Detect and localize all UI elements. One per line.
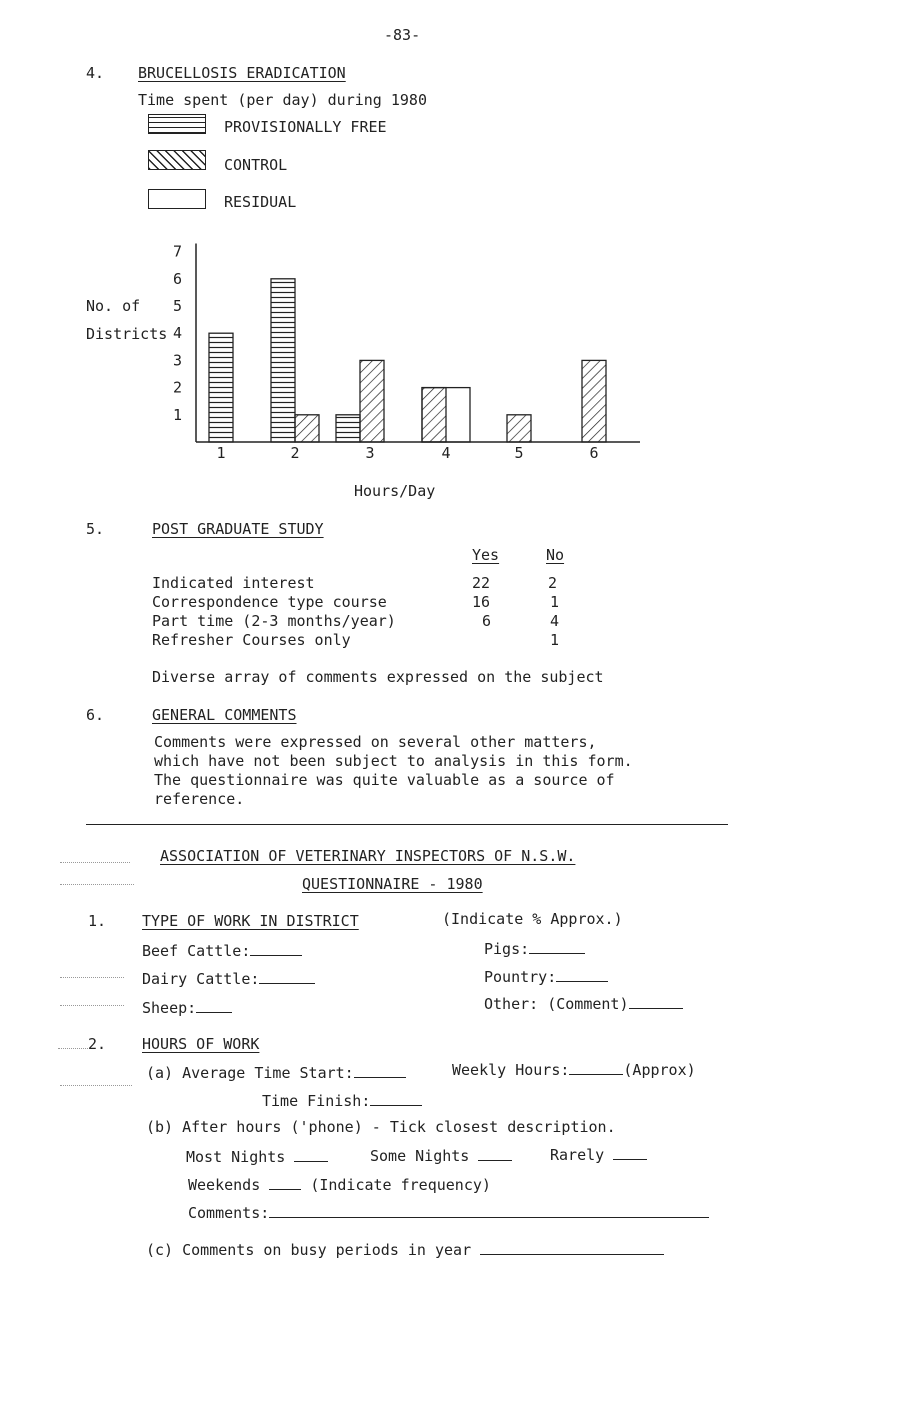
column-header-no: No [546,546,565,564]
y-tick-label: 1 [172,405,182,424]
weekends-label: Weekends [188,1176,261,1194]
questionnaire-org: ASSOCIATION OF VETERINARY INSPECTORS OF N.S.W. [160,847,576,865]
x-tick-label: 1 [216,444,226,462]
bar-control-6 [582,360,606,442]
dairy-cattle-field[interactable] [142,969,315,988]
bar-provisionally-free-3 [336,415,360,442]
margin-mark [60,862,130,863]
comments-blank[interactable] [269,1203,709,1218]
y-tick-label: 2 [172,378,182,397]
weekends-blank[interactable] [269,1175,301,1190]
section-6-line: which have not been subject to analysis in this form. [154,752,633,770]
row-yes: 22 [472,574,491,592]
margin-mark [60,1085,132,1086]
dairy-cattle-blank[interactable] [259,969,315,984]
weekends-frequency-hint: (Indicate frequency) [310,1176,491,1194]
column-header-yes: Yes [472,546,500,564]
table-row [152,574,592,593]
average-start-field[interactable] [146,1063,406,1082]
other-label: Other: (Comment) [484,995,629,1013]
time-finish-field[interactable] [262,1091,422,1110]
beef-cattle-label: Beef Cattle: [142,942,251,960]
legend-label-control: CONTROL [224,156,288,174]
section-4-number: 4. [86,64,105,82]
margin-mark [60,1005,124,1006]
weekends-option[interactable] [188,1175,491,1194]
sheep-label: Sheep: [142,999,197,1017]
section-6-number: 6. [86,706,105,724]
row-label: Refresher Courses only [152,631,351,649]
x-tick-label: 4 [441,444,451,462]
bar-provisionally-free-2 [271,279,295,442]
row-yes: 16 [472,593,491,611]
comments-field[interactable] [188,1203,709,1222]
row-no: 1 [550,631,560,649]
sheep-blank[interactable] [196,998,232,1013]
section-5-title: POST GRADUATE STUDY [152,520,324,538]
section-divider [86,824,728,825]
average-start-blank[interactable] [354,1063,406,1078]
after-hours-question: (b) After hours ('phone) - Tick closest description. [146,1118,616,1136]
dairy-cattle-label: Dairy Cattle: [142,970,260,988]
weekly-hours-blank[interactable] [569,1060,623,1075]
poultry-blank[interactable] [556,967,608,982]
page-number: -83- [384,26,421,44]
row-no: 2 [548,574,558,592]
table-row [152,612,592,631]
busy-periods-blank[interactable] [480,1240,664,1255]
rarely-label: Rarely [550,1146,605,1164]
row-yes: 6 [482,612,492,630]
approx-label: (Approx) [623,1061,696,1079]
question-2-title: HOURS OF WORK [142,1035,260,1053]
bar-chart [0,0,900,520]
y-tick-label: 7 [172,242,182,261]
other-blank[interactable] [629,994,683,1009]
comments-label: Comments: [188,1204,270,1222]
question-1-hint: (Indicate % Approx.) [442,910,623,928]
question-2-number: 2. [88,1035,107,1053]
row-label: Indicated interest [152,574,315,592]
section-6-title: GENERAL COMMENTS [152,706,297,724]
chart-ylabel-line2: Districts [86,325,168,343]
beef-cattle-blank[interactable] [250,941,302,956]
table-row [152,631,592,650]
questionnaire-title: QUESTIONNAIRE - 1980 [302,875,483,893]
section-6-line: Comments were expressed on several other matters, [154,733,597,751]
bar-provisionally-free-1 [209,333,233,442]
poultry-field[interactable] [484,967,608,986]
weekly-hours-field[interactable] [452,1060,696,1079]
weekly-hours-label: Weekly Hours: [452,1061,570,1079]
some-nights-blank[interactable] [478,1146,512,1161]
legend-label-residual: RESIDUAL [224,193,297,211]
y-tick-label: 5 [172,297,182,315]
most-nights-blank[interactable] [294,1147,328,1162]
busy-periods-field[interactable] [146,1240,664,1259]
rarely-option[interactable] [550,1145,647,1164]
margin-mark [60,884,134,885]
section-6-line: reference. [154,790,245,808]
bar-control-5 [507,415,531,442]
section-5-number: 5. [86,520,105,538]
table-row [152,593,592,612]
section-4-subtitle: Time spent (per day) during 1980 [138,91,427,109]
other-field[interactable] [484,994,683,1013]
section-5-note: Diverse array of comments expressed on the subject [152,668,604,686]
beef-cattle-field[interactable] [142,941,302,960]
x-tick-label: 5 [514,444,524,462]
some-nights-option[interactable] [370,1146,512,1165]
pigs-field[interactable] [484,939,585,958]
chart-xlabel: Hours/Day [354,482,436,500]
chart-ylabel-line1: No. of [86,297,141,315]
x-tick-label: 6 [589,444,599,462]
bar-control-4 [422,388,446,442]
some-nights-label: Some Nights [370,1147,470,1165]
margin-mark [58,1048,88,1049]
rarely-blank[interactable] [613,1145,647,1160]
row-no: 1 [550,593,560,611]
row-label: Correspondence type course [152,593,387,611]
pigs-blank[interactable] [529,939,585,954]
x-tick-label: 2 [290,444,300,462]
bar-control-2 [295,415,319,442]
most-nights-option[interactable] [186,1147,328,1166]
most-nights-label: Most Nights [186,1148,286,1166]
time-finish-label: Time Finish: [262,1092,371,1110]
bar-control-3 [360,360,384,442]
legend-label-provisionally-free: PROVISIONALLY FREE [224,118,387,136]
question-1-number: 1. [88,912,107,930]
y-tick-label: 6 [172,269,182,288]
busy-periods-label: (c) Comments on busy periods in year [146,1241,472,1259]
row-label: Part time (2-3 months/year) [152,612,396,630]
time-finish-blank[interactable] [370,1091,422,1106]
poultry-label: Pountry: [484,968,557,986]
section-4-title: BRUCELLOSIS ERADICATION [138,64,346,82]
y-tick-label: 3 [172,351,182,370]
x-tick-label: 3 [365,444,375,462]
margin-mark [60,977,124,978]
y-tick-label: 4 [172,324,182,343]
section-6-line: The questionnaire was quite valuable as a source of [154,771,615,789]
sheep-field[interactable] [142,998,232,1017]
average-start-label: (a) Average Time Start: [146,1064,354,1082]
question-1-title: TYPE OF WORK IN DISTRICT [142,912,359,930]
pigs-label: Pigs: [484,940,530,958]
row-no: 4 [550,612,560,630]
